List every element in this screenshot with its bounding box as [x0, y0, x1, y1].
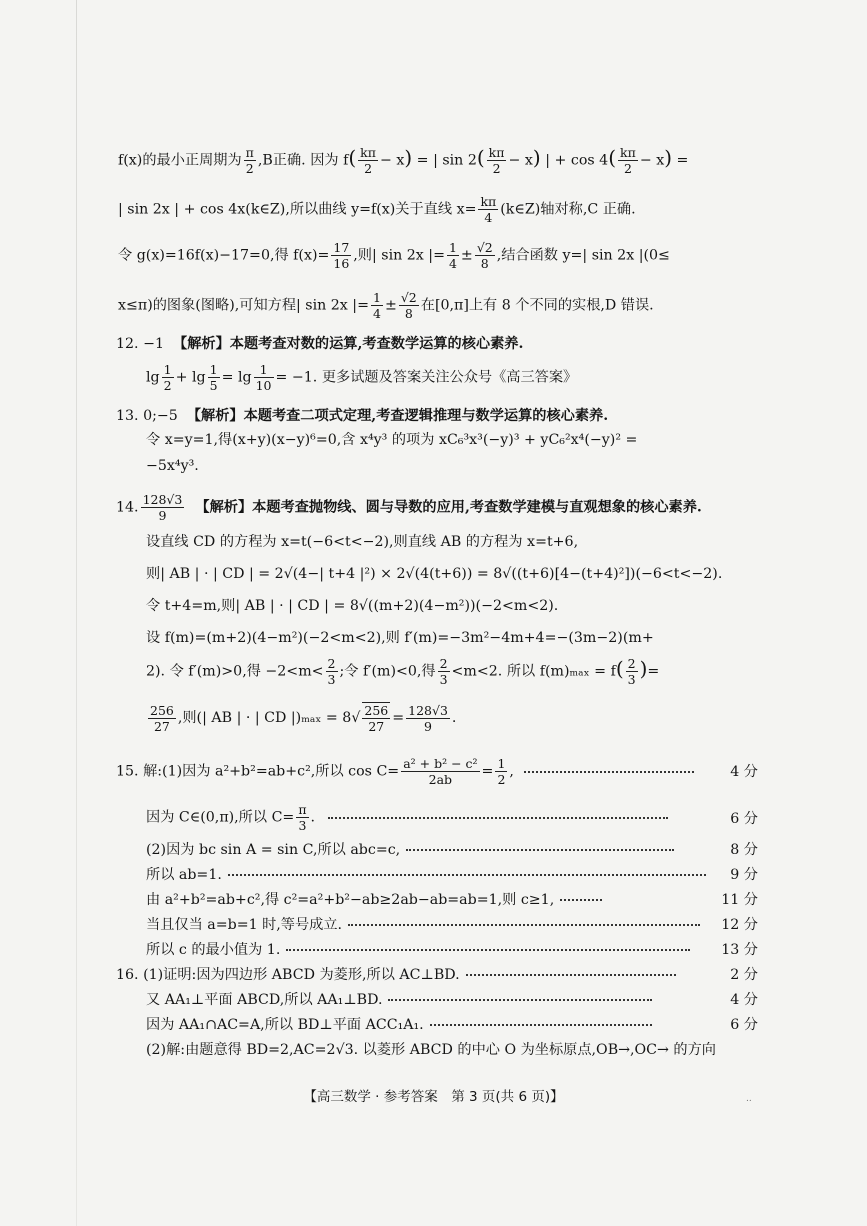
text: 在[0,π]上有 8 个不同的实根,D 错误. [420, 297, 654, 314]
question-14-line: 2). 令 f′(m)>0,得 −2<m< $\frac{2}{3}$ ;令 f′(m)<0,得 $\frac{2}{3}$ <m<2. 所以 f(m)ₘₐₓ = f( $\frac{2}{3}$ )= [146, 656, 660, 687]
question-14-line: 则| AB | · | CD | = 2√(4−| t+4 |²) × 2√(4(t+6)) = 8√((t+6)[4−(t+4)²])(−6<t<−2). [146, 566, 723, 582]
fraction-pi-2: $\frac{\pi}{2}$ [245, 145, 254, 176]
score: 6 分 [730, 811, 758, 827]
question-16-line: (2)解:由题意得 BD=2,AC=2√3. 以菱形 ABCD 的中心 O 为坐标原点,OB→,OC→ 的方向 [146, 1042, 716, 1058]
scan-speck: .. [746, 1094, 752, 1104]
text: = [676, 152, 689, 169]
text: = | sin 2 [416, 152, 477, 169]
fraction-sqrt2-8: $\frac{√2}{8}$ [476, 240, 493, 271]
answer-fraction: $\frac{128√3}{9}$ [142, 492, 183, 523]
question-13-body-2: −5x⁴y³. [146, 458, 199, 474]
score: 8 分 [730, 842, 758, 858]
question-12-body: lg $\frac{1}{2}$ + lg $\frac{1}{5}$ = lg $\frac{1}{10}$ = −1. 更多试题及答案关注公众号《高三答案》 [146, 362, 578, 393]
question-15-line: 当且仅当 a=b=1 时,等号成立. 12 分 [146, 917, 758, 933]
line-roots: x≤π)的图象(图略),可知方程| sin 2x |= $\frac{1}{4}$ ± $\frac{√2}{8}$ 在[0,π]上有 8 个不同的实根,D 错误. [118, 290, 654, 321]
fraction-1-4: $\frac{1}{4}$ [448, 240, 457, 271]
analysis-label: 【解析】本题考查二项式定理,考查逻辑推理与数学运算的核心素养. [186, 408, 609, 424]
question-13-header [116, 408, 608, 425]
score: 4 分 [730, 764, 758, 780]
line-symmetry [118, 194, 636, 225]
text: | + cos 4 [545, 152, 609, 169]
line-gx: 令 g(x)=16f(x)−17=0,得 f(x)= $\frac{17}{16}$ ,则| sin 2x |= $\frac{1}{4}$ ± $\frac{√2}{8}$ ,结合函数 y=| sin 2x |(0≤ [118, 240, 670, 271]
fraction-kpi-4: $\frac{k\pi}{4}$ [480, 194, 497, 225]
fraction-kpi-2: $\frac{k\pi}{2}$ [488, 145, 505, 176]
text: | sin 2x | + cos 4x(k∈Z),所以曲线 y=f(x)关于直线 x= [118, 201, 477, 218]
score: 13 分 [721, 942, 758, 958]
question-14-line: 令 t+4=m,则| AB | · | CD | = 8√((m+2)(4−m²))(−2<m<2). [146, 598, 559, 614]
fraction-sqrt2-8: $\frac{√2}{8}$ [400, 290, 417, 321]
score: 4 分 [730, 992, 758, 1008]
score: 9 分 [730, 867, 758, 883]
question-13-body: 令 x=y=1,得(x+y)(x−y)⁶=0,含 x⁴y³ 的项为 xC₆³x³(−y)³ + yC₆²x⁴(−y)² = [146, 432, 638, 448]
text: ,结合函数 y=| sin 2x |(0≤ [496, 247, 670, 264]
fraction-17-16: $\frac{17}{16}$ [333, 240, 350, 271]
fraction-kpi-2: $\frac{k\pi}{2}$ [360, 145, 376, 176]
score: 2 分 [730, 967, 758, 983]
question-12-header [116, 336, 523, 353]
score: 12 分 [721, 917, 758, 933]
analysis-label: 【解析】本题考查对数的运算,考查数学运算的核心素养. [173, 336, 524, 352]
question-16-line: 因为 AA₁∩AC=A,所以 BD⊥平面 ACC₁A₁. 6 分 [146, 1017, 758, 1033]
page-footer: 【高三数学 · 参考答案 第 3 页(共 6 页)】 [303, 1089, 564, 1105]
line-period: f(x)的最小正周期为 $\frac{\pi}{2}$ ,B正确. 因为 f( $\frac{k\pi}{2}$ − x) = | sin 2( $\frac{k\pi}{2}$ − x) | + cos 4( $\frac{k\pi}{2}$ − x) = [118, 145, 689, 176]
fraction-kpi-2: $\frac{k\pi}{2}$ [620, 145, 636, 176]
scan-edge [76, 0, 77, 1226]
answer-number: 12. −1 [116, 336, 164, 352]
question-14-line: $\frac{256}{27}$ ,则(| AB | · | CD |)ₘₐₓ = 8√ $\frac{256}{27}$ = $\frac{128√3}{9}$ . [150, 702, 457, 734]
question-15-line: 由 a²+b²=ab+c²,得 c²=a²+b²−ab≥2ab−ab=ab=1,则 c≥1, 11 分 [146, 892, 758, 908]
analysis-label: 【解析】本题考查抛物线、圆与导数的应用,考查数学建模与直观想象的核心素养. [195, 499, 702, 516]
question-16-line: 16. (1)证明:因为四边形 ABCD 为菱形,所以 AC⊥BD. 2 分 [116, 967, 758, 983]
question-15-line: (2)因为 bc sin A = sin C,所以 abc=c, 8 分 [146, 842, 758, 858]
question-14-line: 设直线 CD 的方程为 x=t(−6<t<−2),则直线 AB 的方程为 x=t+6, [146, 534, 579, 550]
text: 令 g(x)=16f(x)−17=0,得 f(x)= [118, 247, 330, 264]
text: (k∈Z)轴对称,C 正确. [500, 201, 636, 218]
score: 6 分 [730, 1017, 758, 1033]
question-15-line: 因为 C∈(0,π),所以 C= $\frac{\pi}{3}$ . 6 分 [146, 802, 758, 833]
question-15-line: 15. 解:(1)因为 a²+b²=ab+c²,所以 cos C= $\frac{\text{a² + b² − c²}}{2ab}$ = $\frac{1}{2}$ , 4 分 [116, 756, 758, 787]
text: f(x)的最小正周期为 [118, 152, 242, 169]
answer-number: 13. 0;−5 [116, 408, 178, 424]
question-14-header: 14. $\frac{128√3}{9}$ 【解析】本题考查抛物线、圆与导数的应用,考查数学建模与直观想象的核心素养. [116, 492, 702, 523]
question-14-line: 设 f(m)=(m+2)(4−m²)(−2<m<2),则 f′(m)=−3m²−4m+4=−(3m−2)(m+ [146, 630, 654, 646]
question-15-line: 所以 c 的最小值为 1. 13 分 [146, 942, 758, 958]
question-16-line: 又 AA₁⊥平面 ABCD,所以 AA₁⊥BD. 4 分 [146, 992, 758, 1008]
text: ,B正确. 因为 f [257, 152, 349, 169]
text: ,则| sin 2x |= [353, 247, 445, 264]
question-15-line: 所以 ab=1. 9 分 [146, 867, 758, 883]
score: 11 分 [721, 892, 758, 908]
fraction-1-4: $\frac{1}{4}$ [372, 290, 381, 321]
text: x≤π)的图象(图略),可知方程| sin 2x |= [118, 297, 369, 314]
